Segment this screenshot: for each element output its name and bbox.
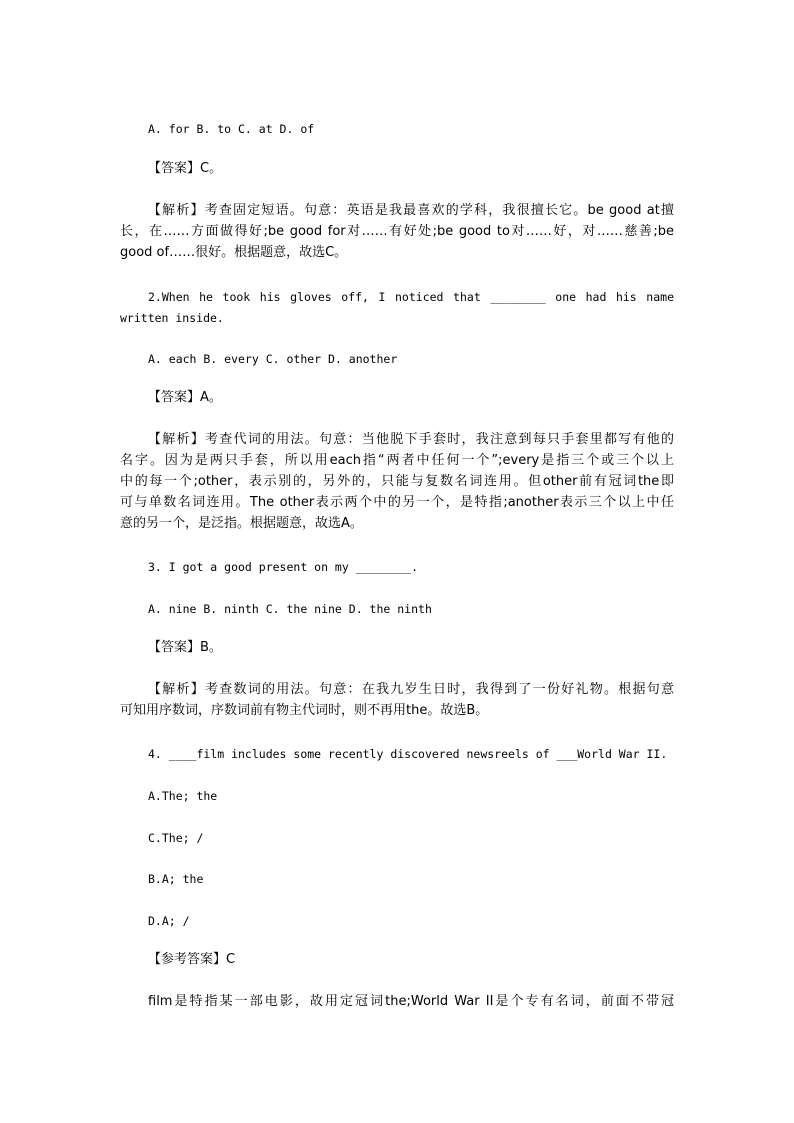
q4-option-4: D.A; /: [148, 914, 190, 928]
q4-option-2: C.The; /: [148, 831, 204, 845]
q2-analysis-line-5: 意的另一个，是泛指。根据题意，故选A。: [120, 516, 363, 531]
q2-options: A. each B. every C. other D. another: [148, 352, 398, 366]
q1-analysis-line-2: 长，在……方面做得好;be good for对……有好处;be good to对……好，对……慈善;be: [120, 224, 674, 239]
q4-analysis-line-1: film是特指某一部电影，故用定冠词the;World War II是个专有名词，前面不带冠: [148, 994, 674, 1009]
q3-stem: 3. I got a good present on my ________.: [148, 560, 419, 574]
q2-analysis-line-2: 名字。因为是两只手套，所以用each指“两者中任何一个”;every是指三个或三个以上: [120, 453, 674, 468]
q3-analysis-line-2: 可知用序数词，序数词前有物主代词时，则不再用the。故选B。: [120, 703, 489, 718]
q4-option-1: A.The; the: [148, 789, 218, 803]
q4-option-3: B.A; the: [148, 872, 204, 886]
q4-answer: 【参考答案】C: [148, 952, 236, 967]
q2-answer: 【答案】A。: [148, 390, 222, 405]
q1-answer: 【答案】C。: [148, 161, 223, 176]
q2-analysis-line-3: 中的每一个;other，表示别的，另外的，只能与复数名词连用。但other前有冠词the即: [120, 474, 674, 489]
q1-analysis-line-1: 【解析】考查固定短语。句意：英语是我最喜欢的学科，我很擅长它。be good at擅: [148, 203, 674, 218]
q2-analysis-line-1: 【解析】考查代词的用法。句意：当他脱下手套时，我注意到每只手套里都写有他的: [148, 432, 674, 447]
q3-options: A. nine B. ninth C. the nine D. the ninth: [148, 602, 432, 616]
q1-options: A. for B. to C. at D. of: [148, 122, 315, 136]
q4-stem: 4. ____film includes some recently discovered newsreels of ___World War II.: [148, 747, 668, 761]
q2-analysis-line-4: 可与单数名词连用。The other表示两个中的另一个，是特指;another表示三个以上中任: [120, 495, 674, 510]
q3-analysis-line-1: 【解析】考查数词的用法。句意：在我九岁生日时，我得到了一份好礼物。根据句意: [148, 682, 674, 697]
q2-stem-line-1: 2.When he took his gloves off, I noticed that ________ one had his name: [148, 290, 674, 304]
q3-answer: 【答案】B。: [148, 640, 222, 655]
q2-stem-line-2: written inside.: [120, 311, 224, 325]
q1-analysis-line-3: good of……很好。根据题意，故选C。: [120, 245, 348, 260]
